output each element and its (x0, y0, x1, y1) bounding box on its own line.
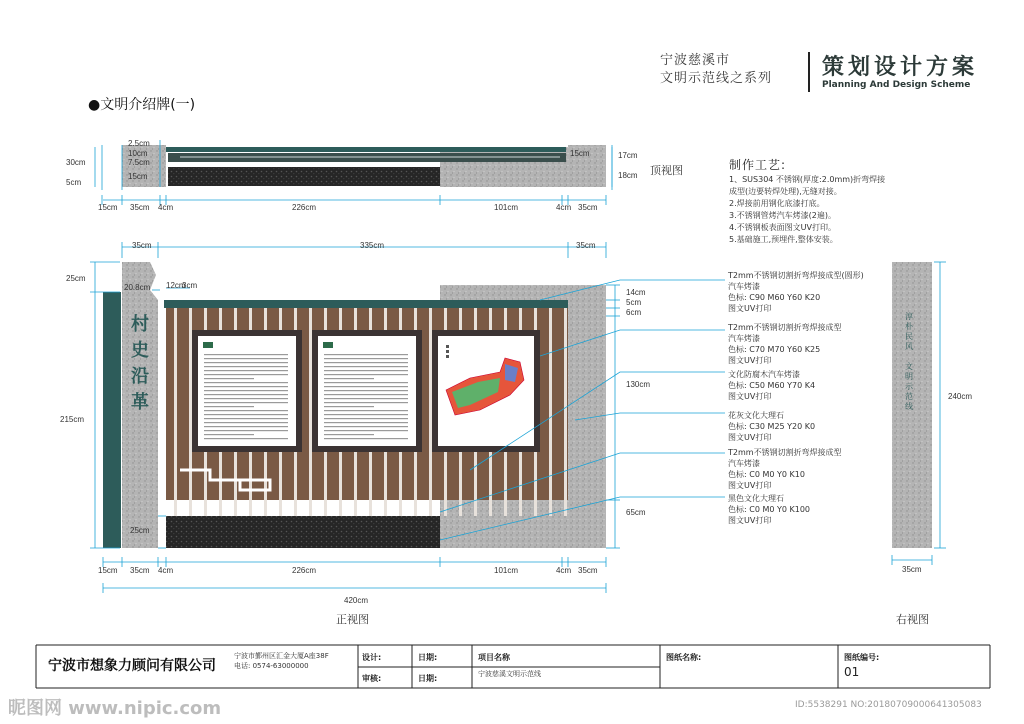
dim-fr-3: 6cm (626, 308, 642, 317)
dim-fb-6: 4cm (556, 566, 572, 575)
wood-slat (309, 308, 312, 516)
wood-slat (429, 308, 432, 516)
top-teal-bar (164, 300, 568, 308)
dim-top-3: 7.5cm (128, 158, 150, 167)
side-width: 35cm (902, 565, 922, 574)
info-panel-map (432, 330, 540, 452)
dim-top-mid: 15cm (570, 149, 590, 158)
dim-fb-1: 15cm (98, 566, 118, 575)
wood-slat (189, 308, 192, 516)
panel-text-line (324, 414, 408, 415)
dim-fl-2: 20.8cm (124, 283, 151, 292)
wood-slat (549, 308, 552, 516)
dim-small-1: 12cm (166, 281, 186, 290)
wood-slat (174, 308, 177, 516)
material-line: 图文UV打印 (728, 392, 772, 401)
material-6 (728, 493, 810, 526)
panel-text-line (204, 374, 288, 375)
dim-top-right-2: 18cm (618, 171, 638, 180)
pillar-char-3: 沿 (131, 366, 149, 387)
panel-text-line (324, 374, 408, 375)
panel-text-line (204, 402, 288, 403)
series-line1: 宁波慈溪市 (660, 53, 731, 68)
panel-text-line (204, 418, 288, 419)
craft-item: 3.不锈钢管烤汽车烤漆(2遍)。 (729, 211, 836, 220)
panel-text-line (204, 414, 288, 415)
panel-text-line (204, 378, 254, 379)
panel-text-line (204, 366, 288, 367)
material-5 (728, 447, 842, 491)
craft-item: 4.不锈钢板表面图文UV打印。 (729, 223, 836, 232)
material-line: 汽车烤漆 (728, 282, 760, 291)
material-line: T2mm不锈钢切割折弯焊接成型 (728, 448, 842, 457)
dim-fr-2: 5cm (626, 298, 642, 307)
front-view (103, 262, 606, 548)
panel-text-line (204, 438, 288, 439)
dim-top-4: 15cm (128, 172, 148, 181)
info-panel-1 (192, 330, 302, 452)
dim-tb-3: 4cm (158, 203, 174, 212)
panel-text-line (324, 354, 408, 355)
dim-fr-4: 130cm (626, 380, 651, 389)
dim-fl-4: 25cm (130, 526, 150, 535)
panel-text-line (204, 422, 288, 423)
number-label: 图纸编号: (844, 653, 880, 662)
pillar-char-4: 革 (131, 392, 149, 413)
dim-top-2: 10cm (128, 149, 148, 158)
material-line: 色标: C50 M60 Y70 K4 (728, 381, 816, 390)
brand-subtitle: Planning And Design Scheme (822, 80, 971, 90)
top-view (122, 145, 606, 187)
panel-text-line (204, 386, 288, 387)
panel-text-line (324, 394, 408, 395)
dim-ft-2: 335cm (360, 241, 385, 250)
panel-text-line (324, 418, 408, 419)
craft-item: 5.基础施工,预埋件,整体安装。 (729, 235, 838, 244)
material-line: 图文UV打印 (728, 516, 772, 525)
material-line: 色标: C0 M0 Y0 K100 (728, 505, 811, 514)
dim-ft-1: 35cm (132, 241, 152, 250)
dim-tb-1: 15cm (98, 203, 118, 212)
panel-text-line (324, 422, 408, 423)
top-black-base (168, 167, 440, 186)
panel-text-line (324, 402, 408, 403)
material-line: 汽车烤漆 (728, 459, 760, 468)
dim-fb-4: 226cm (292, 566, 317, 575)
material-line: T2mm不锈钢切割折弯焊接成型(圆形) (728, 271, 864, 280)
dim-fb-7: 35cm (578, 566, 598, 575)
watermark-right: ID:5538291 NO:20180709000641305083 (795, 700, 982, 710)
panel-text-line (324, 386, 408, 387)
craft-list (729, 174, 889, 246)
material-line: 黑色文化大理石 (728, 494, 784, 503)
section-title: ●文明介绍牌(一) (88, 97, 196, 113)
panel-text-line (324, 370, 408, 371)
dim-top-1: 2.5cm (128, 139, 150, 148)
panel-text-line (204, 358, 288, 359)
panel-text-line (324, 366, 408, 367)
series-line2: 文明示范线之系列 (660, 71, 773, 86)
company-address: 宁波市鄞州区汇金大厦A座38F (234, 652, 329, 660)
panel-text-line (324, 362, 408, 363)
craft-title: 制作工艺: (729, 158, 787, 172)
dim-top-right-1: 17cm (618, 151, 638, 160)
date-label-2: 日期: (418, 674, 438, 683)
pillar-char-2: 史 (131, 340, 149, 361)
panel-text-line (204, 430, 288, 431)
review-label: 审核: (362, 674, 382, 683)
panel-text-line (204, 394, 288, 395)
side-text-2: 文明示范线 (905, 362, 913, 411)
craft-item: 1、SUS304 不锈钢(厚度:2.0mm)折弯焊接成型(边要转焊处理),无缝对接。 (729, 175, 886, 196)
panel-text-line (324, 398, 408, 399)
panel-text-line (324, 358, 408, 359)
dim-tb-6: 4cm (556, 203, 572, 212)
brand-title: 策划设计方案 (822, 54, 979, 80)
dim-fl-3: 215cm (60, 415, 85, 424)
drawing-label: 图纸名称: (666, 653, 702, 662)
side-text-1: 淳朴民风 (905, 312, 913, 351)
dim-top-outer-2: 5cm (66, 178, 82, 187)
project-label: 项目名称 (478, 653, 510, 662)
pillar-text (128, 312, 152, 416)
material-line: 图文UV打印 (728, 304, 772, 313)
material-line: 图文UV打印 (728, 433, 772, 442)
left-teal-bar (103, 292, 121, 548)
wood-slat (564, 308, 567, 516)
material-2 (728, 322, 842, 366)
material-line: 色标: C90 M60 Y60 K20 (728, 293, 821, 302)
dim-fr-5: 65cm (626, 508, 646, 517)
front-view-label: 正视图 (336, 613, 369, 626)
watermark-left: 昵图网 www.nipic.com (8, 698, 222, 719)
dim-ft-3: 35cm (576, 241, 596, 250)
panel-text-line (204, 406, 254, 407)
company-name: 宁波市想象力顾问有限公司 (48, 658, 216, 674)
project-name: 宁波慈溪文明示范线 (478, 670, 541, 678)
panel-text-line (324, 378, 374, 379)
panel-text-line (324, 406, 374, 407)
dim-small-2: 3cm (182, 281, 198, 290)
panel-text-line (204, 354, 288, 355)
craft-item: 2.焊接前用钢化底漆打底。 (729, 199, 825, 208)
material-line: 色标: C70 M70 Y60 K25 (728, 345, 821, 354)
company-phone: 电话: 0574-63000000 (234, 662, 309, 670)
panel-text-line (324, 382, 408, 383)
top-view-label: 顶视图 (650, 164, 683, 177)
side-view-label: 右视图 (896, 613, 929, 626)
dim-fl-1: 25cm (66, 274, 86, 283)
panel-text-line (204, 426, 288, 427)
material-1 (728, 270, 864, 314)
panel-text-line (204, 434, 254, 435)
pillar-char-1: 村 (131, 314, 149, 335)
material-line: 色标: C0 M0 Y0 K10 (728, 470, 805, 479)
panel-text-line (204, 398, 288, 399)
panel-text-line (324, 438, 408, 439)
material-line: 文化防腐木汽车烤漆 (728, 370, 800, 379)
material-line: 汽车烤漆 (728, 334, 760, 343)
material-line: 色标: C30 M25 Y20 K0 (728, 422, 816, 431)
date-label: 日期: (418, 653, 438, 662)
drawing-number: 01 (844, 665, 860, 679)
dim-total: 420cm (344, 596, 369, 605)
dim-tb-2: 35cm (130, 203, 150, 212)
panel-text-line (204, 390, 288, 391)
design-label: 设计: (362, 653, 382, 662)
dim-tb-4: 226cm (292, 203, 317, 212)
panel-text-line (204, 362, 288, 363)
material-line: 花灰文化大理石 (728, 411, 784, 420)
side-height: 240cm (948, 392, 973, 401)
panel-text-line (324, 390, 408, 391)
dim-fb-5: 101cm (494, 566, 519, 575)
top-cap (166, 147, 566, 152)
dim-top-outer-1: 30cm (66, 158, 86, 167)
black-base (166, 516, 440, 548)
panel-text-line (324, 434, 374, 435)
panel-text-line (204, 370, 288, 371)
material-4 (728, 410, 815, 443)
info-panel-2 (312, 330, 422, 452)
dim-fr-1: 14cm (626, 288, 646, 297)
dim-fb-3: 4cm (158, 566, 174, 575)
material-line: 图文UV打印 (728, 356, 772, 365)
panel-text-line (324, 410, 408, 411)
panel-text-line (204, 410, 288, 411)
material-line: T2mm不锈钢切割折弯焊接成型 (728, 323, 842, 332)
panel-text-line (324, 426, 408, 427)
dim-fb-2: 35cm (130, 566, 150, 575)
panel-text-line (204, 382, 288, 383)
dim-tb-5: 101cm (494, 203, 519, 212)
material-line: 图文UV打印 (728, 481, 772, 490)
panel-text-line (324, 430, 408, 431)
material-3 (728, 369, 815, 402)
dim-tb-7: 35cm (578, 203, 598, 212)
